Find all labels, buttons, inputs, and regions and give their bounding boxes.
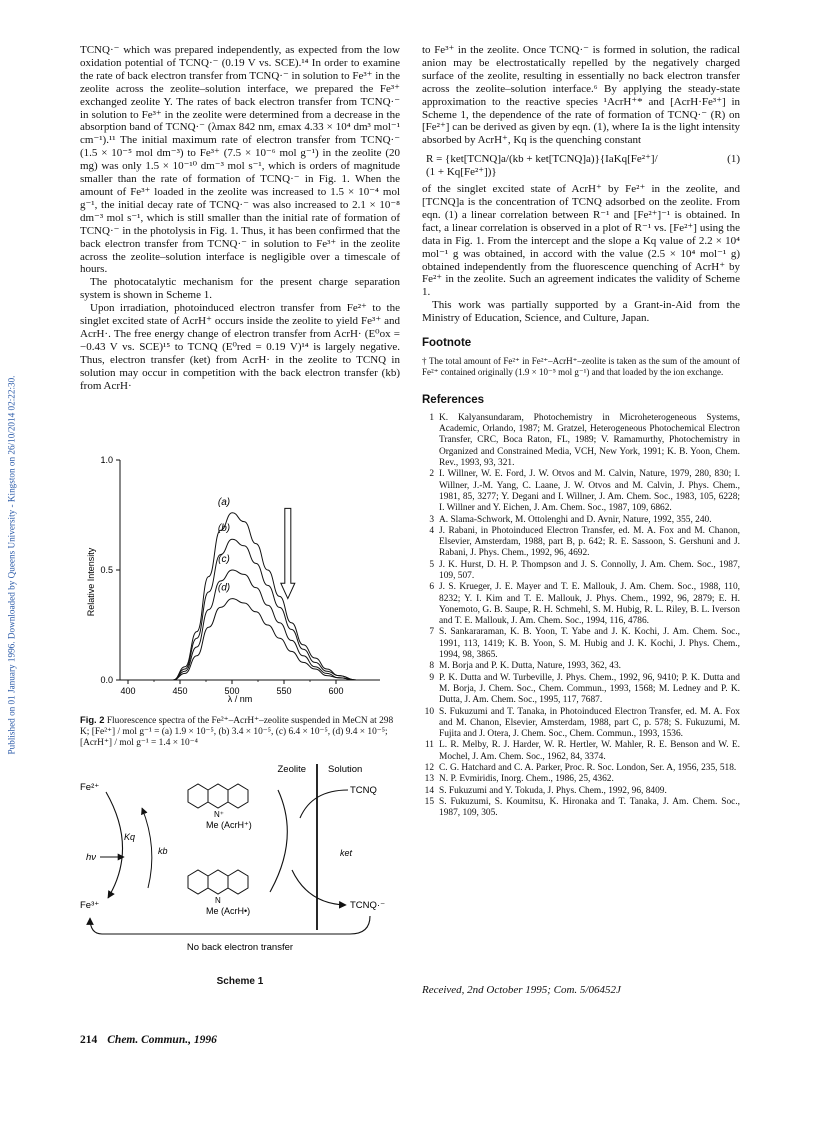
reference-item xyxy=(422,786,740,797)
hv-label: hν xyxy=(86,852,97,863)
reference-text: S. Fukuzumi and T. Tanaka, in Photoinduced Electron Transfer, ed. M. A. Fox and M. Chanon, Elsevier, Amsterdam, 1988, part C, p. 578; S. Fukuzumi, M. Fujita and J. Otera, J. Chem. Soc., Chem. Commun., 1993, 1536. xyxy=(439,706,740,740)
figure-2 xyxy=(80,452,400,706)
reference-item xyxy=(422,526,740,560)
x-tick-label: 550 xyxy=(276,686,292,696)
no-back-transfer-label: No back electron transfer xyxy=(186,942,294,953)
reference-item xyxy=(422,560,740,583)
figure-label: Fig. 2 xyxy=(80,714,105,725)
scheme-1 xyxy=(80,758,400,963)
references-heading: References xyxy=(422,393,485,406)
reference-item xyxy=(422,797,740,820)
reference-number: 10 xyxy=(424,706,434,717)
fluorescence-chart xyxy=(80,452,400,706)
x-tick-label: 600 xyxy=(328,686,344,696)
reference-text: J. Rabani, in Photoinduced Electron Transfer, ed. M. A. Fox and M. Chanon, Elsevier, Amsterdam, 1988, part B, p. 642; R. E. Sassoon, S. Gershuni and J. Rabani, J. Phys. Chem., 1992, 96, 4692. xyxy=(439,525,740,559)
right-paragraph-3: This work was partially supported by a Grant-in-Aid from the Ministry of Education, Science, and Culture, Japan. xyxy=(422,299,740,325)
reference-number: 9 xyxy=(429,672,434,683)
acrh-plus-structure xyxy=(188,784,248,808)
reference-text: A. Slama-Schwork, M. Ottolenghi and D. Avnir, Nature, 1992, 355, 240. xyxy=(439,514,712,525)
reference-text: P. K. Dutta and W. Turbeville, J. Phys. Chem., 1992, 96, 9410; P. K. Dutta and M. Borja, J. Chem. Soc., Chem. Commun., 1993, 1568; M. Ledney and P. K. Dutta, J. Am. Chem. Soc., 1995, 117, 7687. xyxy=(439,672,740,706)
no-back-transfer-arrow xyxy=(90,916,370,934)
n-plus-label: N⁺ xyxy=(214,810,224,819)
footnote-text: † The total amount of Fe²⁺ in Fe²⁺–AcrH⁺–zeolite is taken as the sum of the amount of Fe²⁺ contained originally (1.9 × 10⁻⁵ mol g⁻¹) and that loaded by the ion exchange. xyxy=(422,355,740,377)
fe3-label: Fe³⁺ xyxy=(80,900,100,911)
kq-label: Kq xyxy=(124,832,136,842)
reference-number: 5 xyxy=(429,559,434,570)
reference-number: 15 xyxy=(424,796,434,807)
footnote-heading: Footnote xyxy=(422,337,472,350)
solution-label: Solution xyxy=(328,764,363,775)
reference-item xyxy=(422,627,740,661)
left-paragraph-1: TCNQ·⁻ which was prepared independently, as expected from the low oxidation potential of TCNQ·⁻ (0.19 V vs. SCE).¹⁴ In order to examine the rate of back electron transfer from TCNQ·⁻ in solution to Fe³⁺ in the zeolite across the zeolite–solution interface, we prepared the Fe³⁺ exchanged zeolite Y. The rates of back electron transfer from TCNQ·⁻ in solution to Fe³⁺ in the zeolite were determined from a decrease in the absorption band of TCNQ·⁻ (λmax 842 nm, εmax 4.33 × 10⁴ dm³ mol⁻¹ cm⁻¹).¹¹ The initial maximum rate of electron transfer from TCNQ·⁻ (1.5 × 10⁻⁵ mol dm⁻³) to Fe³⁺ (7.5 × 10⁻⁶ mol g⁻¹) in the zeolite (20 mg) was only 1.5 × 10⁻¹⁰ dm⁻³ mol s⁻¹, which is orders of magnitude smaller than the rate of formation of TCNQ·⁻ in Fig. 1. When the amount of Fe³⁺ loaded in the zeolite was increased to 1.5 × 10⁻⁴ mol g⁻¹, the initial decay rate of TCNQ·⁻ was also increased to 2.1 × 10⁻⁸ dm⁻³ mol s⁻¹, which is still smaller than the initial rate of formation of TCNQ·⁻ in the photolysis in Fig. 1. Thus, it has been confirmed that the back electron transfer from TCNQ·⁻ in solution to Fe³⁺ in the zeolite across the zeolite–solution interface is negligible over a timescale of hours. xyxy=(80,44,400,276)
right-column xyxy=(422,44,740,820)
page-number: 214 xyxy=(80,1034,98,1046)
reference-text: S. Fukuzumi and Y. Tokuda, J. Phys. Chem., 1992, 96, 8409. xyxy=(439,785,667,796)
x-axis-label: λ / nm xyxy=(227,694,253,704)
series-label: (b) xyxy=(217,523,231,535)
reference-number: 11 xyxy=(424,740,434,751)
right-paragraph-2: of the singlet excited state of AcrH⁺ by Fe²⁺ in the zeolite, and [TCNQ]a is the concentration of TCNQ adsorbed on the zeolite. From eqn. (1) a linear correlation between R⁻¹ and [Fe²⁺]⁻¹ is obtained. In fact, a linear correlation is observed in a plot of R⁻¹ vs. [Fe²⁺] using the data in Fig. 1. From the intercept and the slope a Kq value of 2.2 × 10⁴ mol⁻¹ g was obtained, in accord with the value (2.5 × 10⁴ mol⁻¹ g) obtained independently from the fluorescence quenching of AcrH⁺ by Fe²⁺ in the zeolite. Such an agreement indicates the validity of Scheme 1. xyxy=(422,183,740,299)
zeolite-label: Zeolite xyxy=(277,764,306,775)
y-tick-label: 0.0 xyxy=(100,675,113,685)
equation-text: R = {ket[TCNQ]a/(kb + ket[TCNQ]a)}{IaKq[Fe²⁺]/ (1 + Kq[Fe²⁺])} xyxy=(426,153,658,179)
ket-arc-arrow xyxy=(270,790,287,892)
received-line: Received, 2nd October 1995; Com. 5/06452J xyxy=(422,984,621,996)
tcnq-radical-out-arrow xyxy=(292,870,346,905)
figure-caption-text: Fluorescence spectra of the Fe²⁺–AcrH⁺–zeolite suspended in MeCN at 298 K; [Fe²⁺] / mol g⁻¹ = (a) 1.9 × 10⁻⁵, (b) 3.4 × 10⁻⁵, (c) 6.4 × 10⁻⁵, (d) 9.4 × 10⁻⁵; [AcrH⁺] / mol g⁻¹ = 1.4 × 10⁻⁴ xyxy=(80,716,394,748)
reference-item xyxy=(422,413,740,469)
tcnq-label: TCNQ xyxy=(350,785,377,796)
reference-number: 12 xyxy=(424,763,434,774)
kb-label: kb xyxy=(158,846,168,856)
series-label: (d) xyxy=(217,582,231,594)
acrh-radical-label: Me (AcrH•) xyxy=(206,906,251,916)
scheme-diagram xyxy=(80,758,400,963)
reference-item xyxy=(422,673,740,707)
reference-number: 4 xyxy=(429,525,434,536)
y-tick-label: 0.5 xyxy=(100,565,113,575)
equation-1 xyxy=(422,153,740,179)
x-tick-label: 450 xyxy=(172,686,188,696)
fe2-label: Fe²⁺ xyxy=(80,782,100,793)
ket-label: ket xyxy=(340,848,353,858)
reference-item xyxy=(422,774,740,785)
series-label: (a) xyxy=(217,496,231,508)
reference-number: 3 xyxy=(429,514,434,525)
reference-item xyxy=(422,469,740,514)
reference-item xyxy=(422,661,740,672)
y-axis-label: Relative Intensity xyxy=(86,547,96,617)
scheme-title: Scheme 1 xyxy=(216,976,264,987)
side-note: Published on 01 January 1996. Downloaded by Queens University - Kingston on 26/10/2014 02:22:30. xyxy=(6,375,17,755)
right-paragraph-1: to Fe³⁺ in the zeolite. Once TCNQ·⁻ is formed in solution, the radical anion may be electrostatically repelled by the negatively charged surface of the zeolite, resulting in essentially no back electron transfer across the zeolite–solution interface.⁶ By applying the steady-state approximation to the reactive species ¹AcrH⁺* and [AcrH·Fe³⁺] in Scheme 1, the dependence of the rate of formation of TCNQ·⁻ (R) on [Fe²⁺] can be derived as given by eqn. (1), where Ia is the light intensity absorbed by AcrH⁺, Kq is the quenching constant xyxy=(422,44,740,147)
x-tick-label: 500 xyxy=(224,686,240,696)
page-footer xyxy=(80,1034,217,1046)
reference-item xyxy=(422,740,740,763)
reference-text: I. Willner, W. E. Ford, J. W. Otvos and M. Calvin, Nature, 1979, 280, 830; I. Willner, J.-M. Yang, C. Laane, J. W. Otvos and M. Calvin, J. Phys. Chem., 1981, 85, 3277; Y. Degani and I. Willner, J. Am. Chem. Soc., 1983, 105, 6228; I. Willner and Y. Eichen, J. Am. Chem. Soc., 1987, 109, 6862. xyxy=(439,469,740,514)
reference-list xyxy=(422,413,740,820)
figure-caption xyxy=(80,714,400,749)
reference-number: 8 xyxy=(429,661,434,672)
reference-text: K. Kalyansundaram, Photochemistry in Microheterogeneous Systems, Academic, Orlando, 1987; M. Gratzel, Heterogeneous Photochemical Electron Transfer, CRC, Boca Raton, FL, 1989; V. Ramamurthy, Photochemistry in Organized and Constrained Media, VCH, New York, 1991; K. B. Yoon, Chem. Rev., 1993, 93, 321. xyxy=(439,412,740,469)
journal-name: Chem. Commun., 1996 xyxy=(107,1034,217,1046)
series-line xyxy=(173,539,356,680)
series-label: (c) xyxy=(218,554,230,565)
tcnq-radical-label: TCNQ·⁻ xyxy=(350,900,386,911)
reference-text: J. K. Hurst, D. H. P. Thompson and J. S. Connolly, J. Am. Chem. Soc., 1987, 109, 507. xyxy=(439,559,740,581)
reference-text: M. Borja and P. K. Dutta, Nature, 1993, 362, 43. xyxy=(439,661,622,672)
series-line xyxy=(173,570,356,680)
reference-item xyxy=(422,707,740,741)
reference-text: N. P. Evmiridis, Inorg. Chem., 1986, 25, 4362. xyxy=(439,774,614,785)
series-line xyxy=(173,513,356,680)
decrease-arrow xyxy=(281,508,295,598)
reference-number: 2 xyxy=(429,469,434,480)
reference-text: L. R. Melby, R. J. Harder, W. R. Hertler, W. Mahler, R. E. Benson and W. E. Mochel, J. Am. Chem. Soc., 1962, 84, 3374. xyxy=(439,740,740,762)
reference-number: 1 xyxy=(429,412,434,423)
reference-text: J. S. Krueger, J. E. Mayer and T. E. Mallouk, J. Am. Chem. Soc., 1988, 110, 8232; Y. I. Kim and T. E. Mallouk, J. Phys. Chem., 1992, 96, 2879; E. H. Yonemoto, G. B. Saupe, R. H. Schmehl, S. M. Hubig, R. L. Riley, B. L. Iverson and T. E. Mallouk, J. Am. Chem. Soc., 1994, 116, 4786. xyxy=(439,582,740,627)
y-tick-label: 1.0 xyxy=(100,455,113,465)
acrh-radical-structure xyxy=(188,870,248,894)
reference-item xyxy=(422,515,740,526)
reference-number: 13 xyxy=(424,774,434,785)
left-paragraph-3: Upon irradiation, photoinduced electron transfer from Fe²⁺ to the singlet excited state of AcrH⁺ occurs inside the zeolite to yield Fe³⁺ and AcrH·. The free energy change of electron transfer from AcrH· (E⁰ox = −0.43 V vs. SCE)¹⁵ to TCNQ (E⁰red = 0.19 V)¹⁴ is largely negative. Thus, electron transfer (ket) from AcrH· in the zeolite to TCNQ in solution may occur in competition with the back electron transfer (kb) from AcrH· xyxy=(80,302,400,392)
n-label: N xyxy=(215,896,221,905)
reference-number: 14 xyxy=(424,785,434,796)
reference-text: S. Sankararaman, K. B. Yoon, T. Yabe and J. K. Kochi, J. Am. Chem. Soc., 1991, 113, 1419; K. B. Yoon, S. M. Hubig and J. K. Kochi, J. Phys. Chem., 1994, 98, 3865. xyxy=(439,627,740,661)
reference-text: S. Fukuzumi, S. Koumitsu, K. Hironaka and T. Tanaka, J. Am. Chem. Soc., 1987, 109, 305. xyxy=(439,796,740,819)
reference-number: 7 xyxy=(429,627,434,638)
acrh-plus-label: Me (AcrH⁺) xyxy=(206,820,252,830)
reference-item xyxy=(422,763,740,774)
equation-number: (1) xyxy=(727,153,740,166)
x-tick-label: 400 xyxy=(120,686,136,696)
tcnq-in-arrow xyxy=(300,790,348,818)
kb-arrow xyxy=(142,808,152,888)
reference-number: 6 xyxy=(429,582,434,593)
left-paragraph-2: The photocatalytic mechanism for the present charge separation system is shown in Scheme 1. xyxy=(80,276,400,302)
fe-oxidation-arrow xyxy=(106,792,123,898)
reference-text: C. G. Hatchard and C. A. Parker, Proc. R. Soc. London, Ser. A, 1956, 235, 518. xyxy=(439,763,737,774)
left-column xyxy=(80,44,400,392)
reference-item xyxy=(422,582,740,627)
